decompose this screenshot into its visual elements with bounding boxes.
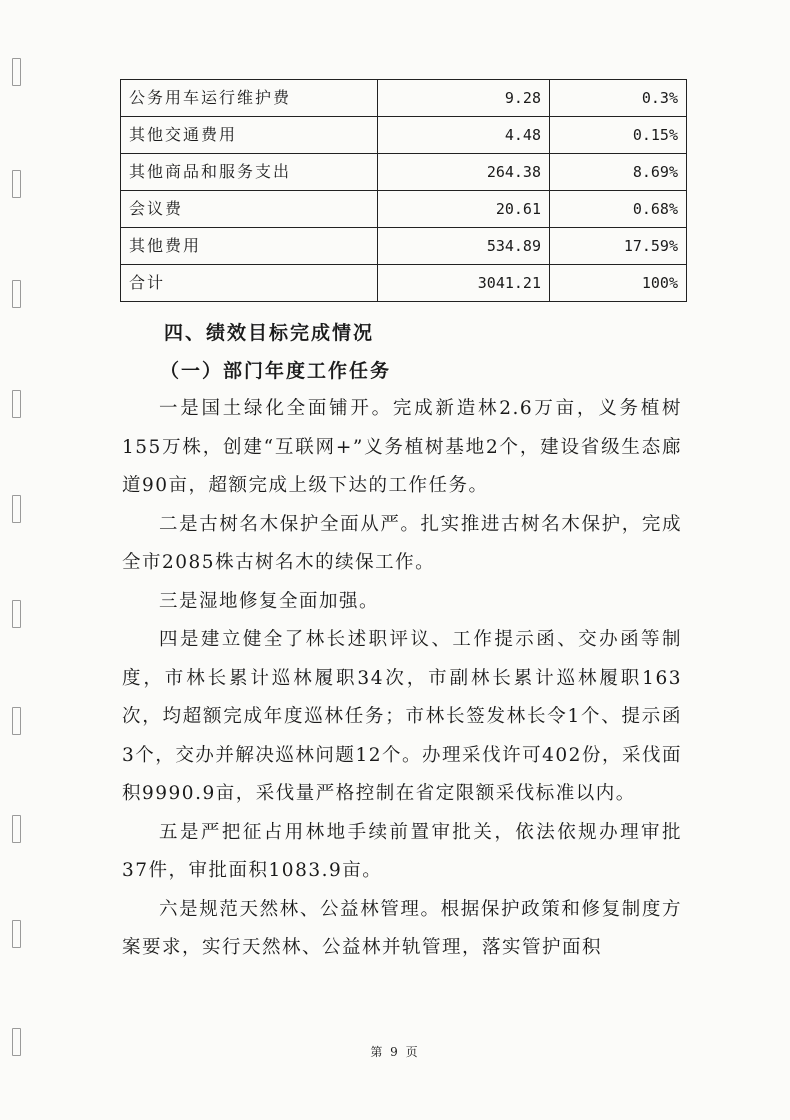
row-name: 其他交通费用 — [121, 117, 378, 154]
binding-mark — [12, 495, 21, 523]
table-row — [121, 117, 687, 154]
paragraph: 五是严把征占用林地手续前置审批关，依法依规办理审批37件，审批面积1083.9亩。 — [122, 821, 682, 881]
expense-table — [120, 79, 687, 302]
row-percent: 100% — [550, 265, 687, 302]
row-amount: 9.28 — [378, 80, 550, 117]
row-amount: 264.38 — [378, 154, 550, 191]
row-percent: 0.3% — [550, 80, 687, 117]
row-name: 会议费 — [121, 191, 378, 228]
binding-mark — [12, 280, 21, 308]
table-row — [121, 154, 687, 191]
table-row — [121, 191, 687, 228]
row-amount: 534.89 — [378, 228, 550, 265]
binding-mark — [12, 707, 21, 735]
binding-mark — [12, 815, 21, 843]
subsection-heading: （一）部门年度工作任务 — [160, 360, 392, 382]
row-percent: 0.68% — [550, 191, 687, 228]
row-percent: 8.69% — [550, 154, 687, 191]
table-row-total — [121, 265, 687, 302]
paragraph: 四是建立健全了林长述职评议、工作提示函、交办函等制度，市林长累计巡林履职34次，市副林长累计巡林履职163次，均超额完成年度巡林任务；市林长签发林长令1个、提示函3个，交办并解决巡林问题12个。办理采伐许可402份，采伐面积9990.9亩，采伐量严格控制在省定限额采伐标准以内。 — [122, 629, 682, 804]
binding-mark — [12, 170, 21, 198]
row-amount: 3041.21 — [378, 265, 550, 302]
page-number: 第 9 页 — [370, 1045, 420, 1059]
paragraph: 六是规范天然林、公益林管理。根据保护政策和修复制度方案要求，实行天然林、公益林并轨管理，落实管护面积 — [122, 898, 682, 958]
row-name: 其他商品和服务支出 — [121, 154, 378, 191]
binding-mark — [12, 600, 21, 628]
row-percent: 0.15% — [550, 117, 687, 154]
row-name: 合计 — [121, 265, 378, 302]
row-name: 公务用车运行维护费 — [121, 80, 378, 117]
binding-mark — [12, 920, 21, 948]
paragraph: 二是古树名木保护全面从严。扎实推进古树名木保护，完成全市2085株古树名木的续保工作。 — [122, 513, 682, 573]
section-heading: 四、绩效目标完成情况 — [164, 322, 375, 344]
row-amount: 20.61 — [378, 191, 550, 228]
binding-mark — [12, 390, 21, 418]
row-name: 其他费用 — [121, 228, 378, 265]
body-text — [122, 390, 682, 968]
binding-mark — [12, 58, 21, 86]
table-row — [121, 228, 687, 265]
table-row — [121, 80, 687, 117]
paragraph: 一是国土绿化全面铺开。完成新造林2.6万亩，义务植树155万株，创建“互联网+”义务植树基地2个，建设省级生态廊道90亩，超额完成上级下达的工作任务。 — [122, 398, 682, 496]
row-amount: 4.48 — [378, 117, 550, 154]
paragraph: 三是湿地修复全面加强。 — [159, 590, 380, 612]
row-percent: 17.59% — [550, 228, 687, 265]
